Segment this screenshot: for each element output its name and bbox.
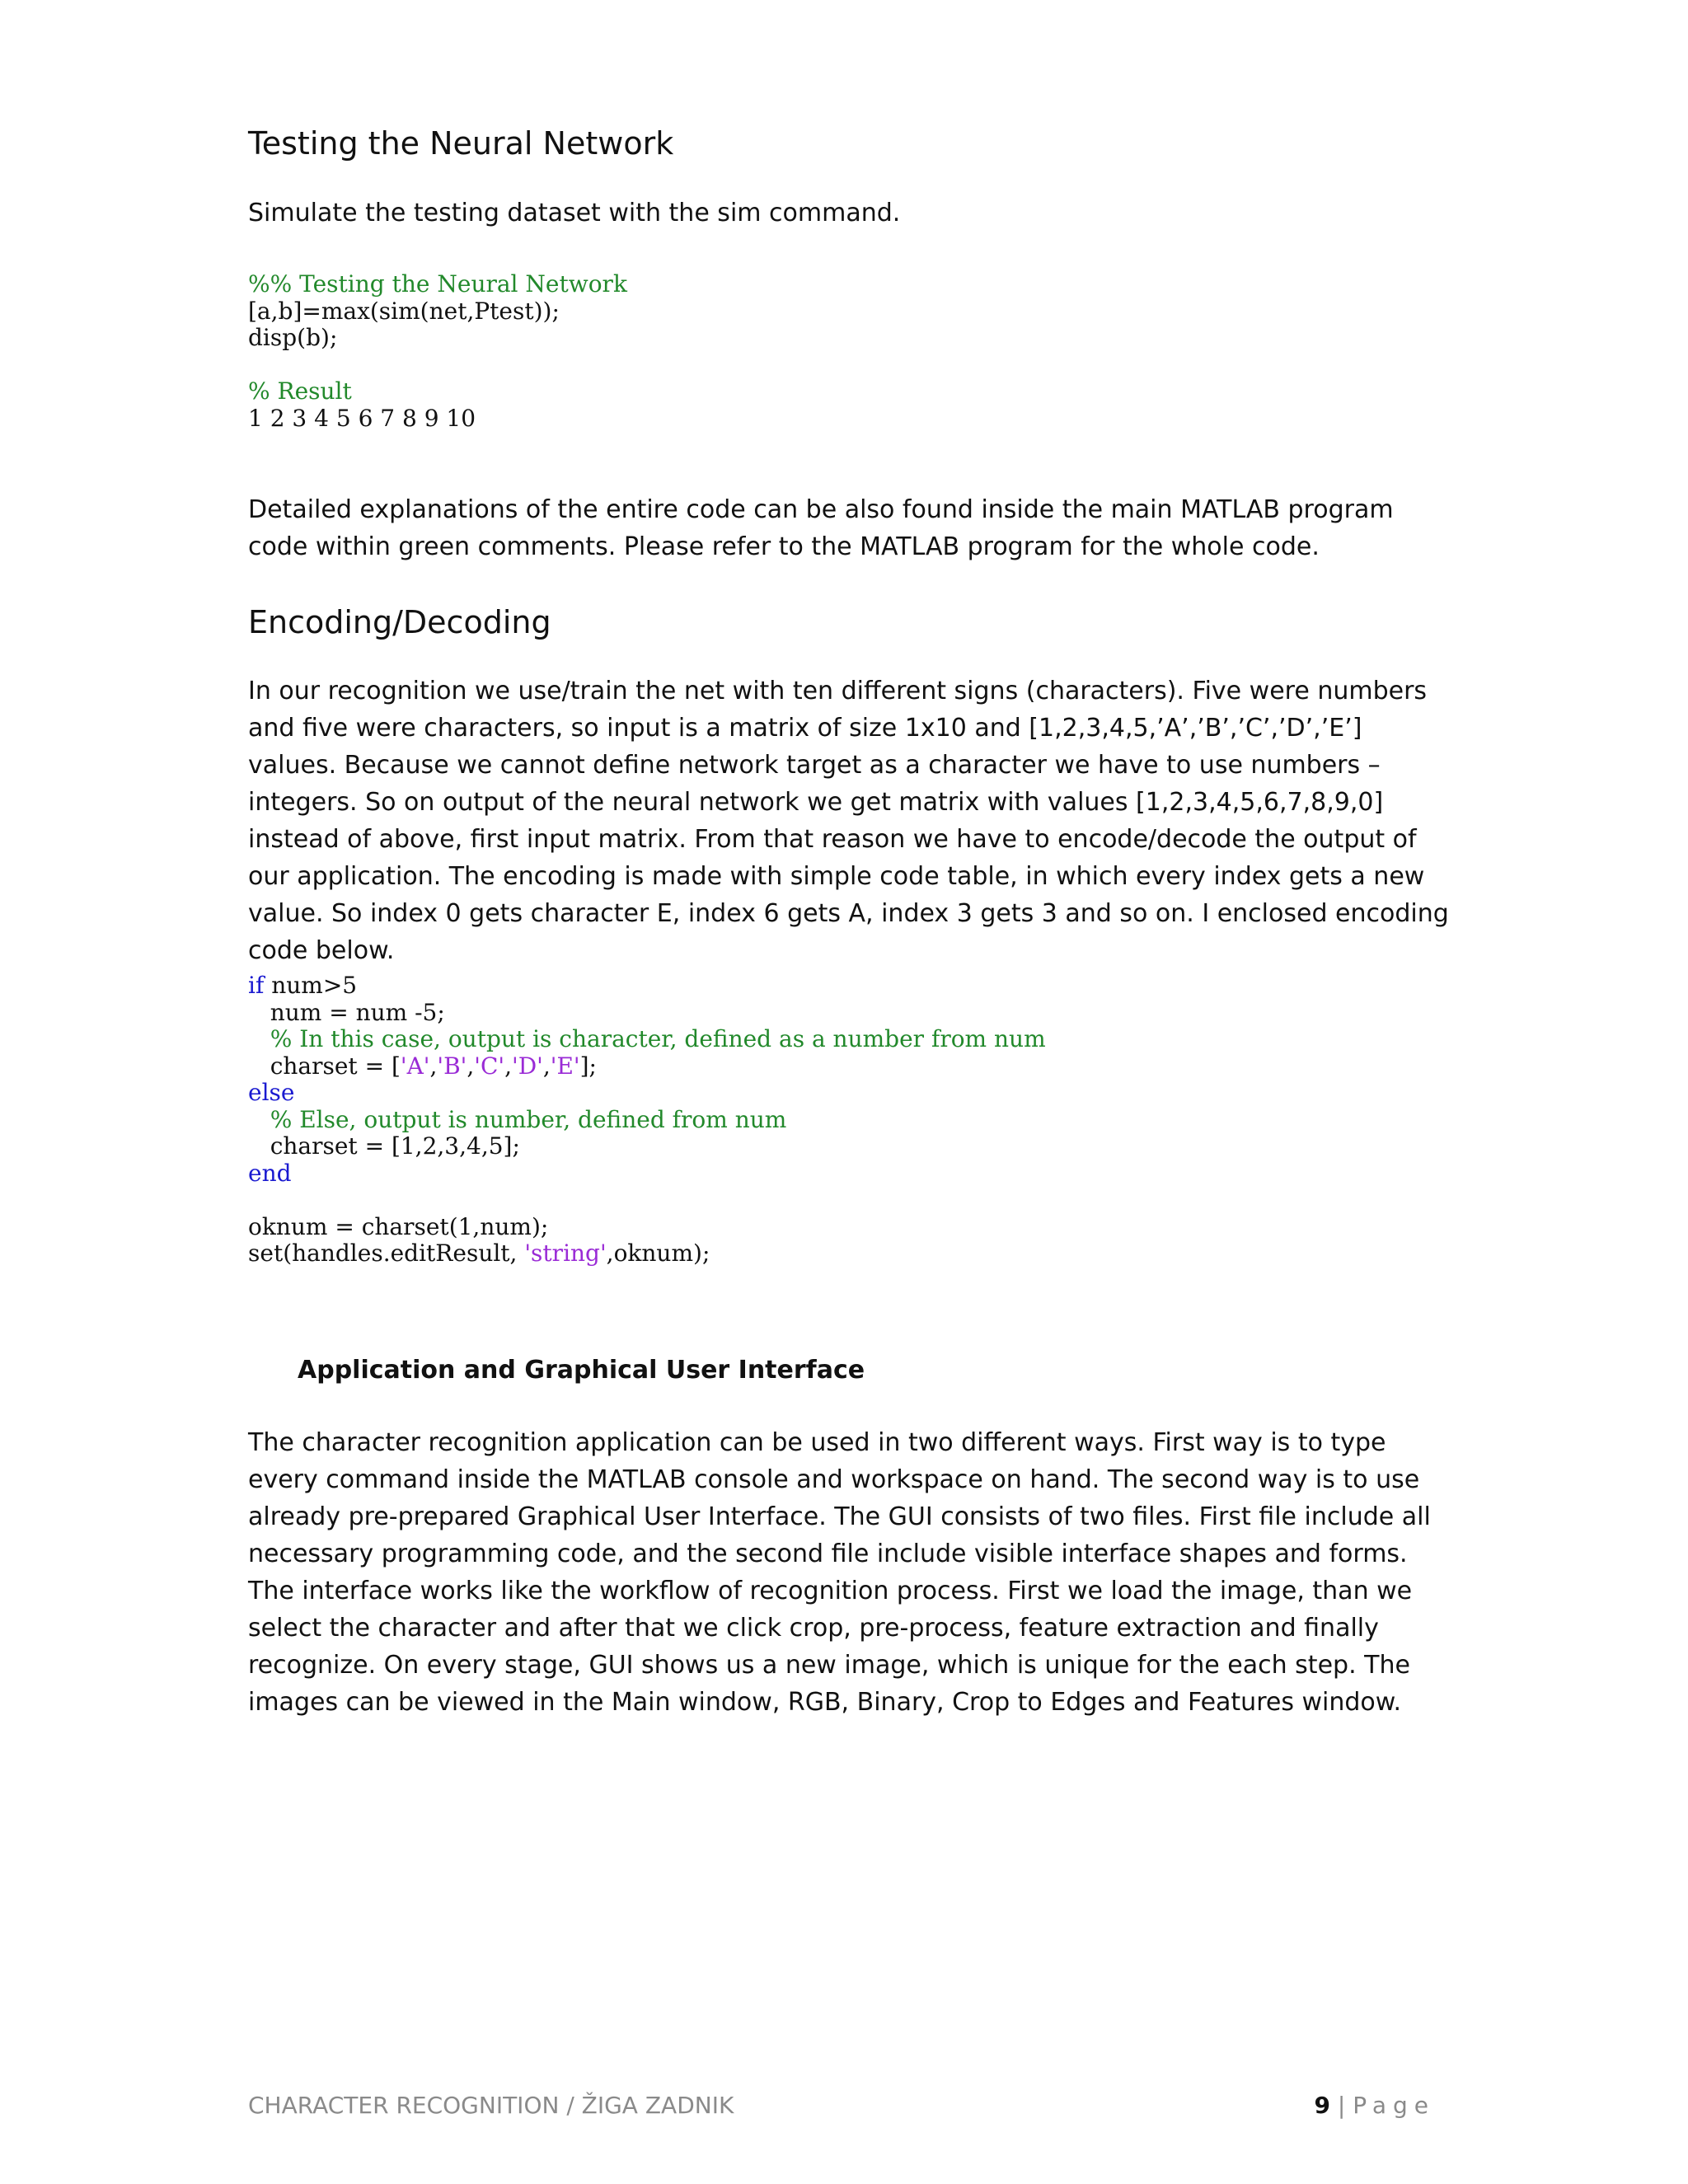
- footer-page-label: Page: [1353, 2092, 1435, 2119]
- code-string: 'D': [512, 1052, 543, 1080]
- code-text: ,: [504, 1052, 513, 1080]
- code-text: charset = [: [248, 1052, 401, 1080]
- code-text: num>5: [264, 972, 358, 999]
- code-keyword: end: [248, 1159, 292, 1187]
- code-comment: % Result: [248, 377, 352, 405]
- code-string: 'B': [437, 1052, 467, 1080]
- code-comment: %% Testing the Neural Network: [248, 270, 627, 298]
- section-heading-gui: Application and Graphical User Interface: [298, 1356, 865, 1385]
- code-string: 'A': [400, 1052, 430, 1080]
- code-line: oknum = charset(1,num);: [248, 1212, 549, 1240]
- encoding-code-block: [248, 972, 1046, 1268]
- code-text: ];: [579, 1052, 597, 1080]
- code-string: 'E': [550, 1052, 580, 1080]
- gui-paragraph: The character recognition application can be used in two different ways. First way is to type every command inside the MATLAB console and workspace on hand. The second way is to use already pre-prepared Graphical User Interface. The GUI consists of two files. First file include all necessary programming code, and the second file include visible interface shapes and forms. The interface works like the workflow of recognition process. First we load the image, than we select the character and after that we click crop, pre-process, feature extraction and finally recognize. On every stage, GUI shows us a new image, which is unique for the each step. The images can be viewed in the Main window, RGB, Binary, Crop to Edges and Features window.: [248, 1428, 1431, 1717]
- code-string: 'string': [524, 1240, 607, 1267]
- section-heading-encoding: Encoding/Decoding: [248, 604, 551, 640]
- code-text: set(handles.editResult,: [248, 1240, 525, 1267]
- code-text: ,: [429, 1052, 438, 1080]
- testing-code-block: [248, 271, 627, 432]
- code-line: charset = [1,2,3,4,5];: [248, 1132, 520, 1160]
- code-comment: % Else, output is number, defined from num: [248, 1105, 787, 1133]
- testing-intro-paragraph: Simulate the testing dataset with the sim command.: [248, 199, 901, 227]
- code-text: ,: [467, 1052, 475, 1080]
- footer-title: CHARACTER RECOGNITION / ŽIGA ZADNIK: [248, 2092, 734, 2119]
- encoding-paragraph: In our recognition we use/train the net with ten different signs (characters). Five were numbers and five were characters, so input is a matrix of size 1x10 and [1,2,3,4,5,’A’,’B’,’C’,’D’,’E’] values. Because we cannot define network target as a character we have to use numbers – integers. So on output of the neural network we get matrix with values [1,2,3,4,5,6,7,8,9,0] instead of above, first input matrix. From that reason we have to encode/decode the output of our application. The encoding is made with simple code table, in which every index gets a new value. So index 0 gets character E, index 6 gets A, index 3 gets 3 and so on. I enclosed encoding code below.: [248, 677, 1449, 965]
- code-line: num = num -5;: [248, 998, 445, 1026]
- code-keyword: else: [248, 1079, 295, 1106]
- code-comment: % In this case, output is character, defined as a number from num: [248, 1025, 1046, 1052]
- footer-separator: |: [1329, 2092, 1353, 2119]
- footer-page-number: 9: [1314, 2092, 1330, 2119]
- testing-explanation-paragraph: Detailed explanations of the entire code can be also found inside the main MATLAB program code within green comments. Please refer to the MATLAB program for the whole code.: [248, 495, 1394, 561]
- code-keyword: if: [248, 972, 265, 999]
- code-text: ,oknum);: [606, 1240, 710, 1267]
- code-string: 'C': [474, 1052, 505, 1080]
- code-result: 1 2 3 4 5 6 7 8 9 10: [248, 404, 476, 432]
- section-heading-testing: Testing the Neural Network: [248, 125, 674, 162]
- code-line: [a,b]=max(sim(net,Ptest));: [248, 297, 560, 325]
- footer-page-indicator: [1314, 2092, 1435, 2119]
- code-line: disp(b);: [248, 324, 338, 351]
- code-text: ,: [542, 1052, 551, 1080]
